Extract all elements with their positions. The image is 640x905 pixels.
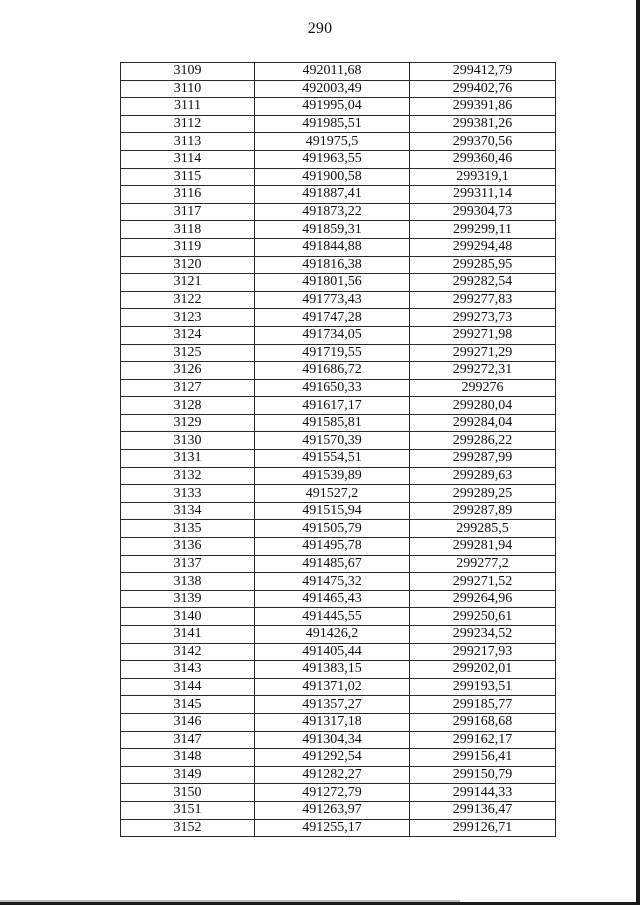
- table-row: [121, 678, 556, 696]
- y-coordinate-cell: 299144,33: [410, 784, 556, 802]
- y-coordinate-cell: 299217,93: [410, 643, 556, 661]
- scan-edge-right: [636, 0, 640, 905]
- x-coordinate-cell: 491495,78: [255, 538, 410, 556]
- y-coordinate-cell: 299250,61: [410, 608, 556, 626]
- y-coordinate-cell: 299168,68: [410, 713, 556, 731]
- table-row: [121, 63, 556, 81]
- y-coordinate-cell: 299273,73: [410, 309, 556, 327]
- x-coordinate-cell: 491292,54: [255, 749, 410, 767]
- table-row: [121, 80, 556, 98]
- table-row: [121, 397, 556, 415]
- table-row: [121, 819, 556, 837]
- y-coordinate-cell: 299391,86: [410, 98, 556, 116]
- point-number-cell: 3141: [121, 626, 255, 644]
- point-number-cell: 3145: [121, 696, 255, 714]
- table-row: [121, 626, 556, 644]
- point-number-cell: 3123: [121, 309, 255, 327]
- x-coordinate-cell: 491317,18: [255, 713, 410, 731]
- point-number-cell: 3139: [121, 590, 255, 608]
- point-number-cell: 3111: [121, 98, 255, 116]
- y-coordinate-cell: 299319,1: [410, 168, 556, 186]
- table-row: [121, 256, 556, 274]
- x-coordinate-cell: 491887,41: [255, 186, 410, 204]
- table-row: [121, 661, 556, 679]
- point-number-cell: 3152: [121, 819, 255, 837]
- point-number-cell: 3130: [121, 432, 255, 450]
- point-number-cell: 3122: [121, 291, 255, 309]
- point-number-cell: 3132: [121, 467, 255, 485]
- table-row: [121, 713, 556, 731]
- point-number-cell: 3149: [121, 766, 255, 784]
- x-coordinate-cell: 491719,55: [255, 344, 410, 362]
- x-coordinate-cell: 491272,79: [255, 784, 410, 802]
- y-coordinate-cell: 299277,83: [410, 291, 556, 309]
- point-number-cell: 3126: [121, 362, 255, 380]
- point-number-cell: 3135: [121, 520, 255, 538]
- point-number-cell: 3110: [121, 80, 255, 98]
- table-row: [121, 203, 556, 221]
- table-row: [121, 344, 556, 362]
- y-coordinate-cell: 299381,26: [410, 115, 556, 133]
- x-coordinate-cell: 491371,02: [255, 678, 410, 696]
- y-coordinate-cell: 299304,73: [410, 203, 556, 221]
- x-coordinate-cell: 492011,68: [255, 63, 410, 81]
- table-row: [121, 731, 556, 749]
- point-number-cell: 3112: [121, 115, 255, 133]
- y-coordinate-cell: 299299,11: [410, 221, 556, 239]
- point-number-cell: 3121: [121, 274, 255, 292]
- x-coordinate-cell: 491859,31: [255, 221, 410, 239]
- point-number-cell: 3125: [121, 344, 255, 362]
- x-coordinate-cell: 491485,67: [255, 555, 410, 573]
- table-row: [121, 450, 556, 468]
- x-coordinate-cell: 492003,49: [255, 80, 410, 98]
- point-number-cell: 3119: [121, 238, 255, 256]
- page-number: 290: [307, 20, 333, 37]
- x-coordinate-cell: 491383,15: [255, 661, 410, 679]
- y-coordinate-cell: 299289,63: [410, 467, 556, 485]
- table-row: [121, 749, 556, 767]
- x-coordinate-cell: 491773,43: [255, 291, 410, 309]
- y-coordinate-cell: 299202,01: [410, 661, 556, 679]
- x-coordinate-cell: 491554,51: [255, 450, 410, 468]
- table-row: [121, 309, 556, 327]
- table-row: [121, 238, 556, 256]
- x-coordinate-cell: 491801,56: [255, 274, 410, 292]
- y-coordinate-cell: 299282,54: [410, 274, 556, 292]
- y-coordinate-cell: 299271,29: [410, 344, 556, 362]
- y-coordinate-cell: 299271,98: [410, 326, 556, 344]
- y-coordinate-cell: 299162,17: [410, 731, 556, 749]
- point-number-cell: 3137: [121, 555, 255, 573]
- table-row: [121, 186, 556, 204]
- point-number-cell: 3117: [121, 203, 255, 221]
- table-row: [121, 150, 556, 168]
- table-row: [121, 326, 556, 344]
- x-coordinate-cell: 491747,28: [255, 309, 410, 327]
- point-number-cell: 3113: [121, 133, 255, 151]
- point-number-cell: 3128: [121, 397, 255, 415]
- y-coordinate-cell: 299126,71: [410, 819, 556, 837]
- y-coordinate-cell: 299156,41: [410, 749, 556, 767]
- table-row: [121, 133, 556, 151]
- table-row: [121, 590, 556, 608]
- point-number-cell: 3151: [121, 801, 255, 819]
- y-coordinate-cell: 299193,51: [410, 678, 556, 696]
- x-coordinate-cell: 491995,04: [255, 98, 410, 116]
- table-row: [121, 502, 556, 520]
- y-coordinate-cell: 299271,52: [410, 573, 556, 591]
- y-coordinate-cell: 299277,2: [410, 555, 556, 573]
- y-coordinate-cell: 299311,14: [410, 186, 556, 204]
- x-coordinate-cell: 491734,05: [255, 326, 410, 344]
- x-coordinate-cell: 491357,27: [255, 696, 410, 714]
- x-coordinate-cell: 491975,5: [255, 133, 410, 151]
- point-number-cell: 3142: [121, 643, 255, 661]
- y-coordinate-cell: 299402,76: [410, 80, 556, 98]
- table-row: [121, 115, 556, 133]
- point-number-cell: 3118: [121, 221, 255, 239]
- coordinates-table: [120, 62, 556, 837]
- y-coordinate-cell: 299294,48: [410, 238, 556, 256]
- x-coordinate-cell: 491515,94: [255, 502, 410, 520]
- x-coordinate-cell: 491617,17: [255, 397, 410, 415]
- point-number-cell: 3109: [121, 63, 255, 81]
- point-number-cell: 3148: [121, 749, 255, 767]
- y-coordinate-cell: 299285,5: [410, 520, 556, 538]
- point-number-cell: 3114: [121, 150, 255, 168]
- table-row: [121, 784, 556, 802]
- table-row: [121, 608, 556, 626]
- point-number-cell: 3146: [121, 713, 255, 731]
- x-coordinate-cell: 491816,38: [255, 256, 410, 274]
- x-coordinate-cell: 491900,58: [255, 168, 410, 186]
- x-coordinate-cell: 491963,55: [255, 150, 410, 168]
- point-number-cell: 3133: [121, 485, 255, 503]
- table-row: [121, 696, 556, 714]
- point-number-cell: 3120: [121, 256, 255, 274]
- y-coordinate-cell: 299272,31: [410, 362, 556, 380]
- y-coordinate-cell: 299289,25: [410, 485, 556, 503]
- x-coordinate-cell: 491426,2: [255, 626, 410, 644]
- table-row: [121, 274, 556, 292]
- coordinates-table-body: [121, 63, 556, 837]
- point-number-cell: 3147: [121, 731, 255, 749]
- y-coordinate-cell: 299287,99: [410, 450, 556, 468]
- x-coordinate-cell: 491585,81: [255, 414, 410, 432]
- point-number-cell: 3129: [121, 414, 255, 432]
- x-coordinate-cell: 491445,55: [255, 608, 410, 626]
- point-number-cell: 3115: [121, 168, 255, 186]
- x-coordinate-cell: 491873,22: [255, 203, 410, 221]
- table-row: [121, 414, 556, 432]
- table-row: [121, 555, 556, 573]
- x-coordinate-cell: 491985,51: [255, 115, 410, 133]
- y-coordinate-cell: 299287,89: [410, 502, 556, 520]
- point-number-cell: 3124: [121, 326, 255, 344]
- point-number-cell: 3127: [121, 379, 255, 397]
- y-coordinate-cell: 299360,46: [410, 150, 556, 168]
- x-coordinate-cell: 491505,79: [255, 520, 410, 538]
- table-row: [121, 168, 556, 186]
- y-coordinate-cell: 299276: [410, 379, 556, 397]
- y-coordinate-cell: 299234,52: [410, 626, 556, 644]
- table-row: [121, 98, 556, 116]
- table-row: [121, 432, 556, 450]
- y-coordinate-cell: 299285,95: [410, 256, 556, 274]
- table-row: [121, 801, 556, 819]
- y-coordinate-cell: 299136,47: [410, 801, 556, 819]
- y-coordinate-cell: 299412,79: [410, 63, 556, 81]
- point-number-cell: 3138: [121, 573, 255, 591]
- table-row: [121, 573, 556, 591]
- x-coordinate-cell: 491263,97: [255, 801, 410, 819]
- table-row: [121, 766, 556, 784]
- y-coordinate-cell: 299150,79: [410, 766, 556, 784]
- x-coordinate-cell: 491255,17: [255, 819, 410, 837]
- coordinates-table-container: [120, 62, 555, 837]
- y-coordinate-cell: 299185,77: [410, 696, 556, 714]
- x-coordinate-cell: 491475,32: [255, 573, 410, 591]
- point-number-cell: 3131: [121, 450, 255, 468]
- table-row: [121, 538, 556, 556]
- table-row: [121, 467, 556, 485]
- y-coordinate-cell: 299286,22: [410, 432, 556, 450]
- point-number-cell: 3116: [121, 186, 255, 204]
- point-number-cell: 3134: [121, 502, 255, 520]
- x-coordinate-cell: 491405,44: [255, 643, 410, 661]
- y-coordinate-cell: 299264,96: [410, 590, 556, 608]
- x-coordinate-cell: 491686,72: [255, 362, 410, 380]
- x-coordinate-cell: 491539,89: [255, 467, 410, 485]
- y-coordinate-cell: 299370,56: [410, 133, 556, 151]
- x-coordinate-cell: 491282,27: [255, 766, 410, 784]
- table-row: [121, 362, 556, 380]
- x-coordinate-cell: 491527,2: [255, 485, 410, 503]
- x-coordinate-cell: 491304,34: [255, 731, 410, 749]
- point-number-cell: 3150: [121, 784, 255, 802]
- table-row: [121, 221, 556, 239]
- point-number-cell: 3143: [121, 661, 255, 679]
- table-row: [121, 520, 556, 538]
- y-coordinate-cell: 299281,94: [410, 538, 556, 556]
- y-coordinate-cell: 299284,04: [410, 414, 556, 432]
- y-coordinate-cell: 299280,04: [410, 397, 556, 415]
- x-coordinate-cell: 491650,33: [255, 379, 410, 397]
- x-coordinate-cell: 491465,43: [255, 590, 410, 608]
- point-number-cell: 3136: [121, 538, 255, 556]
- x-coordinate-cell: 491570,39: [255, 432, 410, 450]
- table-row: [121, 643, 556, 661]
- x-coordinate-cell: 491844,88: [255, 238, 410, 256]
- table-row: [121, 379, 556, 397]
- table-row: [121, 485, 556, 503]
- point-number-cell: 3144: [121, 678, 255, 696]
- point-number-cell: 3140: [121, 608, 255, 626]
- table-row: [121, 291, 556, 309]
